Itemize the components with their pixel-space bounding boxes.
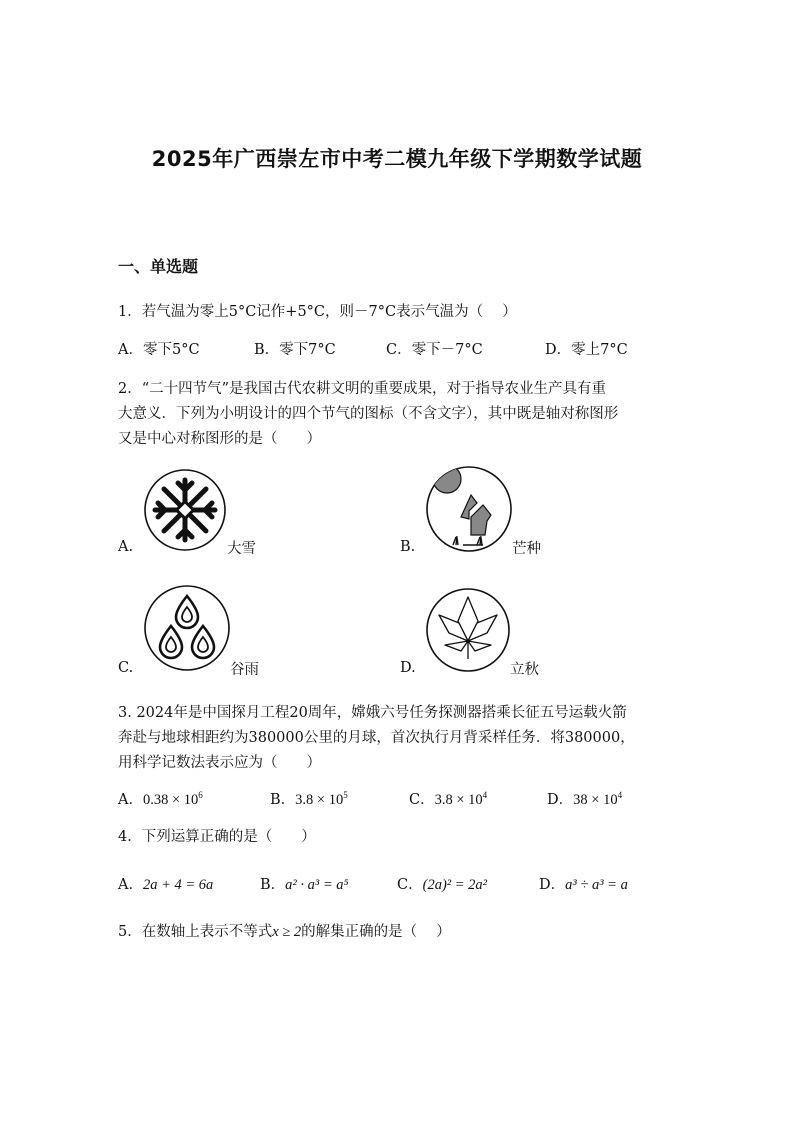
section-heading: 一、单选题 — [118, 257, 199, 276]
q3-option-c[interactable] — [409, 788, 487, 809]
q3-option-a-letter: A． — [118, 792, 143, 808]
q1-stem: 1．若气温为零上5°C记作+5°C，则－7°C表示气温为（ ） — [118, 304, 517, 320]
q3-option-b[interactable] — [270, 788, 348, 809]
q2-figure-a-caption: 大雪 — [227, 541, 256, 557]
snowflake-icon[interactable] — [143, 468, 227, 552]
q3-option-a[interactable] — [118, 788, 203, 809]
q3-option-d-exp: 4 — [617, 790, 623, 801]
q3-option-b-exp: 5 — [343, 790, 348, 801]
q3-option-a-base: 0.38 × 10 — [142, 792, 199, 808]
q4-stem: 4．下列运算正确的是（ ） — [118, 829, 316, 845]
q4-option-d-letter: D． — [539, 877, 566, 893]
q2-stem-line-3: 又是中心对称图形的是（ ） — [118, 431, 321, 447]
q1-option-c[interactable]: C．零下－7°C — [386, 342, 483, 358]
q2-option-b-letter[interactable]: B. — [400, 539, 416, 555]
q4-option-b-expr: a² · a³ = a⁵ — [285, 877, 349, 893]
q3-stem-line-1: 3. 2024年是中国探月工程20周年，嫦娥六号任务探测器搭乘长征五号运载火箭 — [118, 705, 627, 721]
q3-option-c-exp: 4 — [482, 790, 488, 801]
q1-options — [118, 338, 678, 360]
q2-figure-d-caption: 立秋 — [510, 662, 539, 678]
q4-option-c[interactable] — [397, 873, 487, 894]
q4-options — [118, 873, 678, 895]
q3-option-d-base: 38 × 10 — [573, 792, 618, 808]
q4-option-d-expr: a³ ÷ a³ = a — [565, 877, 628, 893]
q1-option-b[interactable]: B．零下7°C — [254, 342, 336, 358]
leaf-icon[interactable] — [425, 587, 511, 673]
q1-option-d[interactable]: D．零上7°C — [545, 342, 628, 358]
q3-stem-line-3: 用科学记数法表示应为（ ） — [118, 755, 321, 771]
sprout-icon[interactable] — [425, 465, 513, 553]
q2-option-a-letter[interactable]: A. — [118, 539, 134, 555]
q5-stem-before: 5．在数轴上表示不等式 — [118, 924, 273, 940]
q3-option-d[interactable] — [547, 788, 622, 809]
raindrops-icon[interactable] — [143, 584, 231, 672]
q3-option-c-letter: C． — [409, 792, 435, 808]
q5-stem — [118, 920, 451, 941]
q1-option-a[interactable]: A．零下5°C — [118, 342, 200, 358]
q3-option-d-letter: D． — [547, 792, 574, 808]
q3-stem-line-2: 奔赴与地球相距约为380000公里的月球，首次执行月背采样任务．将380000， — [118, 730, 635, 746]
q3-option-b-letter: B． — [270, 792, 296, 808]
q4-option-a[interactable] — [118, 873, 213, 894]
page-title: 2025年广西崇左市中考二模九年级下学期数学试题 — [151, 147, 643, 171]
q4-option-b-letter: B． — [260, 877, 286, 893]
q4-option-d[interactable] — [539, 873, 628, 894]
q5-inequality: x ≥ 2 — [272, 924, 302, 940]
q3-option-b-base: 3.8 × 10 — [295, 792, 344, 808]
q4-option-a-expr: 2a + 4 = 6a — [142, 877, 214, 893]
q4-option-c-expr: (2a)² = 2a² — [422, 877, 487, 893]
q2-option-c-letter[interactable]: C. — [118, 660, 134, 676]
q4-option-b[interactable] — [260, 873, 349, 894]
q4-option-a-letter: A． — [118, 877, 143, 893]
q3-options — [118, 788, 678, 810]
q2-option-d-letter[interactable]: D. — [400, 660, 416, 676]
q2-stem-line-1: 2．“二十四节气”是我国古代农耕文明的重要成果，对于指导农业生产具有重 — [118, 381, 607, 397]
q5-stem-after: 的解集正确的是（ ） — [301, 924, 451, 940]
q2-figure-c-caption: 谷雨 — [230, 662, 259, 678]
q3-option-a-exp: 6 — [198, 790, 203, 801]
q2-figure-b-caption: 芒种 — [512, 541, 541, 557]
q2-stem-line-2: 大意义．下列为小明设计的四个节气的图标（不含文字），其中既是轴对称图形 — [118, 406, 619, 422]
q3-option-c-base: 3.8 × 10 — [434, 792, 483, 808]
q4-option-c-letter: C． — [397, 877, 423, 893]
